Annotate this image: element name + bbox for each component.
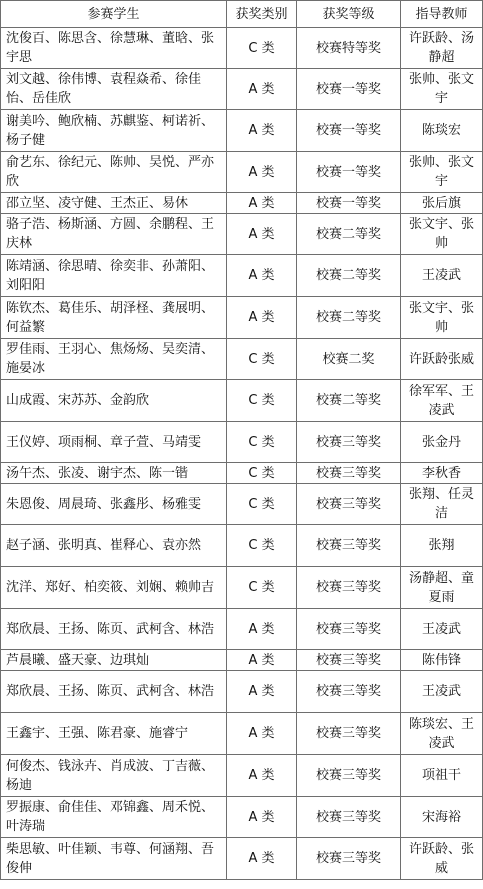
students-cell: 陈靖涵、徐思晴、徐奕非、孙萧阳、刘阳阳 xyxy=(1,255,227,297)
table-row xyxy=(1,214,483,255)
level-cell: 校赛三等奖 xyxy=(297,484,401,525)
teacher-cell: 王凌武 xyxy=(401,255,483,297)
students-cell: 芦晨曦、盛天豪、边琪灿 xyxy=(1,650,227,671)
students-cell: 沈洋、郑好、柏奕筱、刘娴、赖帅吉 xyxy=(1,567,227,609)
table-row xyxy=(1,567,483,609)
level-cell: 校赛二等奖 xyxy=(297,297,401,339)
teacher-cell: 许跃龄张威 xyxy=(401,339,483,380)
students-cell: 陈钦杰、葛佳乐、胡泽柽、龚展明、何益繁 xyxy=(1,297,227,339)
students-cell: 刘文越、徐伟博、袁程焱希、徐佳怡、岳佳欣 xyxy=(1,69,227,110)
header-teacher: 指导教师 xyxy=(401,1,483,28)
level-cell: 校赛一等奖 xyxy=(297,110,401,152)
category-cell: A 类 xyxy=(227,69,297,110)
students-cell: 邵立坚、凌守健、王杰正、易休 xyxy=(1,193,227,214)
students-cell: 何俊杰、钱泳卉、肖成波、丁吉薇、杨迪 xyxy=(1,755,227,797)
table-row xyxy=(1,463,483,484)
students-cell: 郑欣晨、王扬、陈页、武柯含、林浩 xyxy=(1,671,227,713)
level-cell: 校赛二等奖 xyxy=(297,214,401,255)
teacher-cell: 许跃龄、张威 xyxy=(401,838,483,880)
teacher-cell: 陈琰宏 xyxy=(401,110,483,152)
level-cell: 校赛三等奖 xyxy=(297,567,401,609)
category-cell: C 类 xyxy=(227,422,297,463)
teacher-cell: 李秋香 xyxy=(401,463,483,484)
table-row xyxy=(1,69,483,110)
level-cell: 校赛三等奖 xyxy=(297,797,401,838)
teacher-cell: 张帅、张文宇 xyxy=(401,152,483,193)
category-cell: A 类 xyxy=(227,110,297,152)
teacher-cell: 张帅、张文宇 xyxy=(401,69,483,110)
category-cell: A 类 xyxy=(227,297,297,339)
category-cell: A 类 xyxy=(227,255,297,297)
students-cell: 山成霞、宋苏苏、金韵欣 xyxy=(1,380,227,422)
table-row xyxy=(1,671,483,713)
category-cell: A 类 xyxy=(227,609,297,650)
students-cell: 赵子涵、张明真、崔释心、袁亦然 xyxy=(1,525,227,567)
table-row xyxy=(1,110,483,152)
students-cell: 朱恩俊、周晨琦、张鑫彤、杨雅雯 xyxy=(1,484,227,525)
teacher-cell: 王凌武 xyxy=(401,671,483,713)
students-cell: 郑欣晨、王扬、陈页、武柯含、林浩 xyxy=(1,609,227,650)
teacher-cell: 张后旗 xyxy=(401,193,483,214)
level-cell: 校赛三等奖 xyxy=(297,671,401,713)
level-cell: 校赛三等奖 xyxy=(297,713,401,755)
teacher-cell: 张翔 xyxy=(401,525,483,567)
teacher-cell: 张金丹 xyxy=(401,422,483,463)
level-cell: 校赛二奖 xyxy=(297,339,401,380)
category-cell: C 类 xyxy=(227,525,297,567)
level-cell: 校赛二等奖 xyxy=(297,380,401,422)
header-students: 参赛学生 xyxy=(1,1,227,28)
teacher-cell: 张翔、任灵洁 xyxy=(401,484,483,525)
category-cell: C 类 xyxy=(227,463,297,484)
table-row xyxy=(1,152,483,193)
teacher-cell: 王凌武 xyxy=(401,609,483,650)
level-cell: 校赛一等奖 xyxy=(297,152,401,193)
level-cell: 校赛特等奖 xyxy=(297,28,401,69)
students-cell: 柴思敏、叶佳颖、韦尊、何涵翔、吾俊伸 xyxy=(1,838,227,880)
level-cell: 校赛三等奖 xyxy=(297,525,401,567)
table-row xyxy=(1,380,483,422)
students-cell: 王鑫宇、王强、陈君豪、施睿宁 xyxy=(1,713,227,755)
level-cell: 校赛三等奖 xyxy=(297,838,401,880)
level-cell: 校赛一等奖 xyxy=(297,193,401,214)
level-cell: 校赛二等奖 xyxy=(297,255,401,297)
table-row xyxy=(1,339,483,380)
table-row xyxy=(1,755,483,797)
teacher-cell: 徐军军、王凌武 xyxy=(401,380,483,422)
teacher-cell: 汤静超、童夏雨 xyxy=(401,567,483,609)
table-row xyxy=(1,838,483,880)
table-row xyxy=(1,650,483,671)
students-cell: 骆子浩、杨斯涵、方圆、余鹏程、王庆林 xyxy=(1,214,227,255)
table-row xyxy=(1,484,483,525)
level-cell: 校赛三等奖 xyxy=(297,650,401,671)
level-cell: 校赛三等奖 xyxy=(297,755,401,797)
students-cell: 沈俊百、陈思含、徐慧琳、董晗、张宇思 xyxy=(1,28,227,69)
category-cell: A 类 xyxy=(227,214,297,255)
students-cell: 谢美吟、鲍欣楠、苏麒鉴、柯诺祈、杨子健 xyxy=(1,110,227,152)
students-cell: 罗振康、俞佳佳、邓锦鑫、周禾悦、叶涛瑞 xyxy=(1,797,227,838)
students-cell: 罗佳雨、王羽心、焦炀炀、吴奕清、施晏冰 xyxy=(1,339,227,380)
header-category: 获奖类别 xyxy=(227,1,297,28)
header-level: 获奖等级 xyxy=(297,1,401,28)
teacher-cell: 宋海裕 xyxy=(401,797,483,838)
table-row xyxy=(1,28,483,69)
table-row xyxy=(1,797,483,838)
category-cell: A 类 xyxy=(227,797,297,838)
category-cell: A 类 xyxy=(227,650,297,671)
table-row xyxy=(1,422,483,463)
category-cell: C 类 xyxy=(227,484,297,525)
level-cell: 校赛一等奖 xyxy=(297,69,401,110)
table-row xyxy=(1,255,483,297)
category-cell: A 类 xyxy=(227,193,297,214)
category-cell: A 类 xyxy=(227,152,297,193)
level-cell: 校赛三等奖 xyxy=(297,463,401,484)
level-cell: 校赛三等奖 xyxy=(297,609,401,650)
table-row xyxy=(1,609,483,650)
category-cell: A 类 xyxy=(227,755,297,797)
level-cell: 校赛三等奖 xyxy=(297,422,401,463)
category-cell: C 类 xyxy=(227,339,297,380)
students-cell: 汤午杰、张凌、谢宇杰、陈一锴 xyxy=(1,463,227,484)
teacher-cell: 张文宇、张帅 xyxy=(401,297,483,339)
category-cell: A 类 xyxy=(227,838,297,880)
students-cell: 俞艺东、徐纪元、陈帅、吴悦、严亦欣 xyxy=(1,152,227,193)
category-cell: C 类 xyxy=(227,380,297,422)
category-cell: A 类 xyxy=(227,713,297,755)
teacher-cell: 许跃龄、汤静超 xyxy=(401,28,483,69)
teacher-cell: 陈琰宏、王凌武 xyxy=(401,713,483,755)
students-cell: 王仪婷、项雨桐、章子萱、马靖雯 xyxy=(1,422,227,463)
category-cell: A 类 xyxy=(227,671,297,713)
table-row xyxy=(1,297,483,339)
header-row xyxy=(1,1,483,28)
table-row xyxy=(1,713,483,755)
category-cell: C 类 xyxy=(227,28,297,69)
teacher-cell: 项祖干 xyxy=(401,755,483,797)
table-row xyxy=(1,193,483,214)
table-row xyxy=(1,525,483,567)
category-cell: C 类 xyxy=(227,567,297,609)
teacher-cell: 张文宇、张帅 xyxy=(401,214,483,255)
teacher-cell: 陈伟锋 xyxy=(401,650,483,671)
